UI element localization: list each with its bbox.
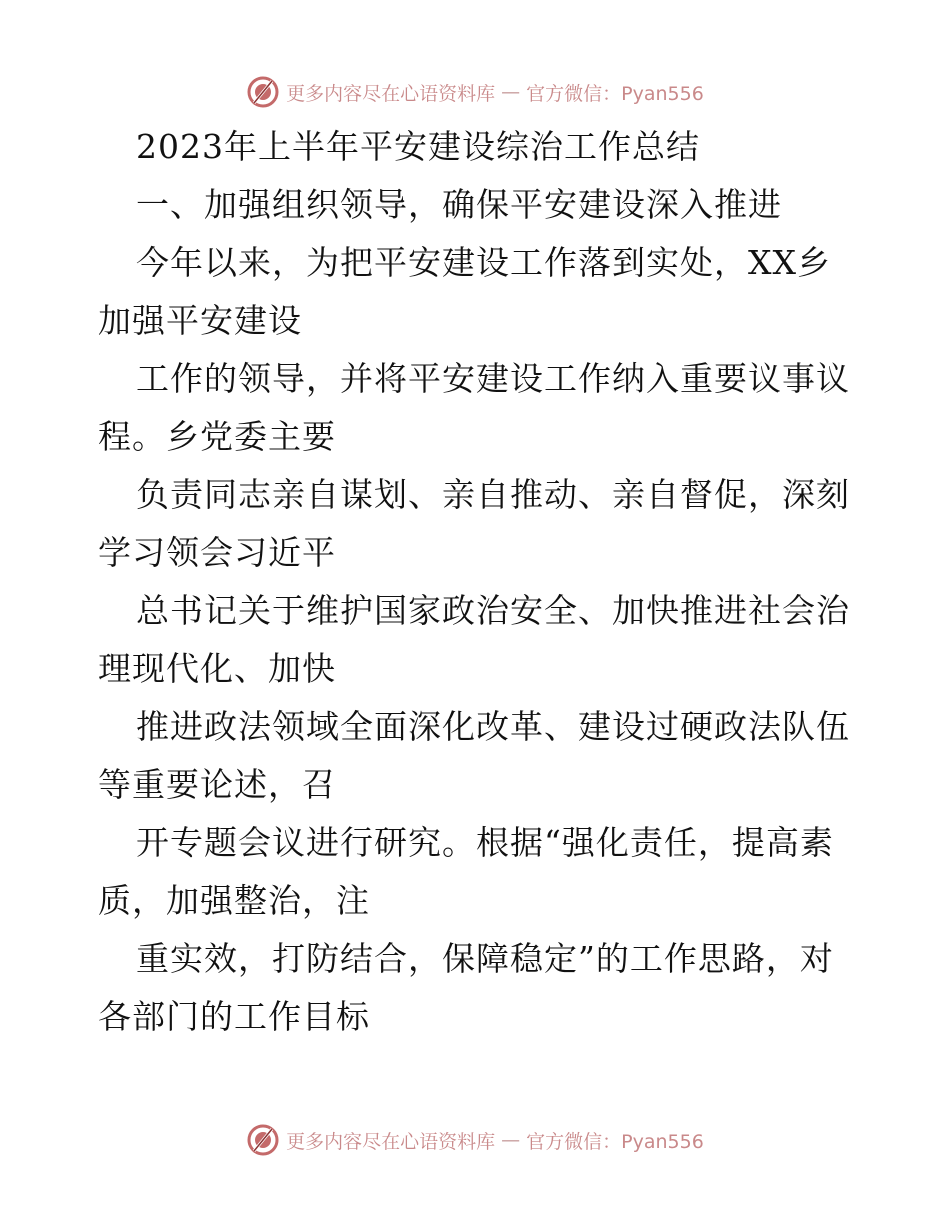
document-line: 一、加强组织领导，确保平安建设深入推进 [136, 185, 782, 224]
document-body [98, 118, 858, 1046]
watermark-text: 更多内容尽在心语资料库 [286, 1130, 496, 1153]
document-line: 加强平安建设 [98, 301, 302, 340]
watermark-wechat: 官方微信：Pyan556 [526, 1130, 704, 1153]
document-line: 总书记关于维护国家政治安全、加快推进社会治 [136, 591, 850, 630]
document-line: 等重要论述，召 [98, 765, 336, 804]
document-line: 开专题会议进行研究。根据“强化责任，提高素 [136, 823, 834, 862]
document-line: 推进政法领域全面深化改革、建设过硬政法队伍 [136, 707, 850, 746]
pen-logo-icon [246, 1123, 280, 1157]
watermark-text: 更多内容尽在心语资料库 [286, 82, 496, 105]
document-line: 各部门的工作目标 [98, 997, 370, 1036]
watermark-separator: — [501, 81, 521, 103]
watermark-separator: — [501, 1129, 521, 1151]
document-line: 质，加强整治，注 [98, 881, 370, 920]
pen-logo-icon [246, 75, 280, 109]
document-line: 程。乡党委主要 [98, 417, 336, 456]
document-line: 负责同志亲自谋划、亲自推动、亲自督促，深刻 [136, 475, 850, 514]
document-line: 今年以来，为把平安建设工作落到实处，XX乡 [136, 243, 831, 282]
document-line: 学习领会习近平 [98, 533, 336, 572]
header-watermark [0, 72, 950, 112]
document-line: 重实效，打防结合，保障稳定”的工作思路，对 [136, 939, 834, 978]
document-line: 理现代化、加快 [98, 649, 336, 688]
footer-watermark [0, 1120, 950, 1160]
document-line: 2023年上半年平安建设综治工作总结 [136, 127, 700, 166]
watermark-wechat: 官方微信：Pyan556 [526, 82, 704, 105]
document-line: 工作的领导，并将平安建设工作纳入重要议事议 [136, 359, 850, 398]
